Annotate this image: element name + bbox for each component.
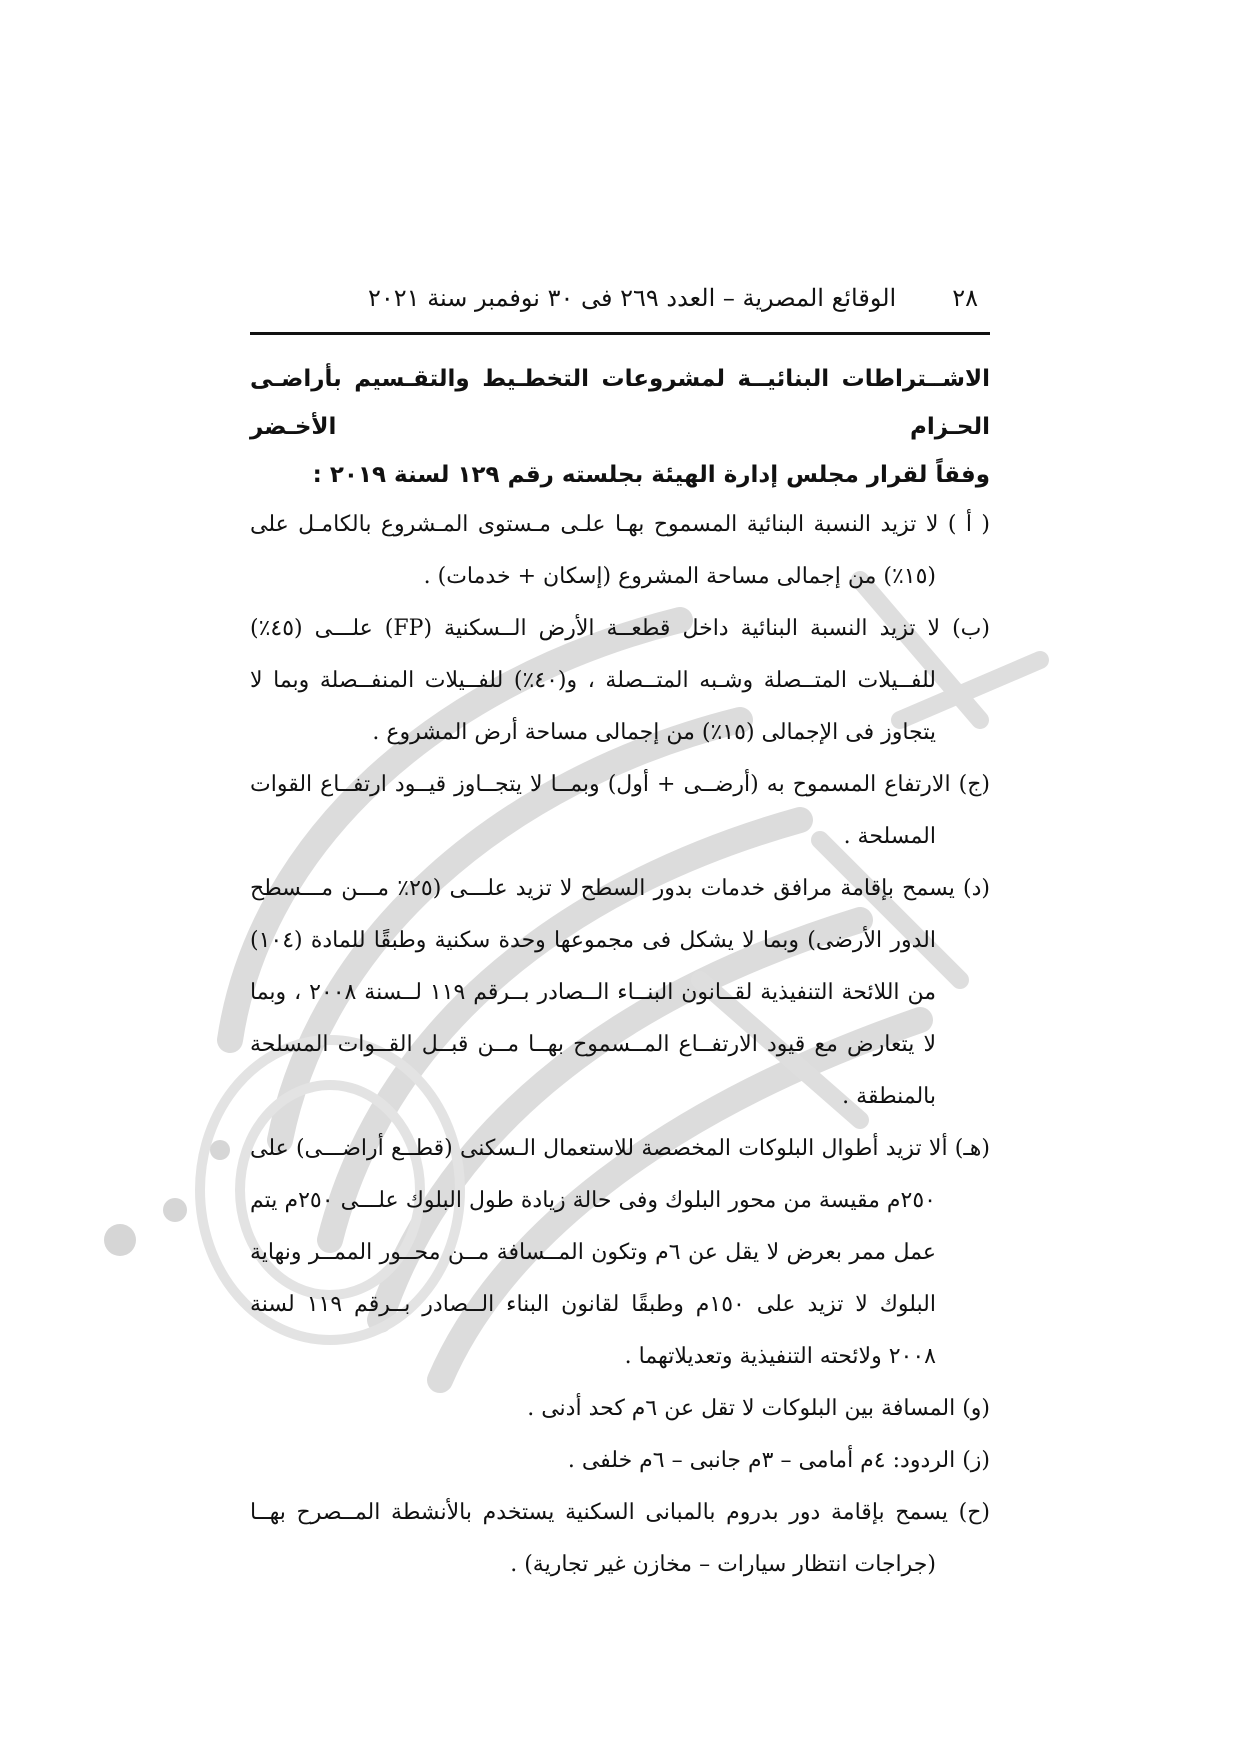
page-header: [250, 282, 990, 322]
clause-e: (هـ) ألا تزيد أطوال البلوكات المخصصة للاستعمال الـسكنى (قطــع أراضـــى) على ٢٥٠م مقيسة من محور البلوك وفى حالة زيادة طول البلوك علـــى ٢٥٠م يتم عمل ممر بعرض لا يقل عن ٦م وتكون المــسافة مــن محــور الممــر ونهاية البلوك لا تزيد على ١٥٠م وطبقًا لقانون البناء الــصادر بــرقم ١١٩ لسنة ٢٠٠٨ ولائحته التنفيذية وتعديلاتهما .: [250, 1136, 990, 1369]
document-body: [250, 355, 990, 1591]
clause-a: ( أ ) لا تزيد النسبة البنائية المسموح بهـا علـى مـستوى المـشروع بالكامـل على (١٥٪) من إجمالى مساحة المشروع (إسكان + خدمات) .: [250, 512, 990, 589]
section-title-continuation: وفقاً لقرار مجلس إدارة الهيئة بجلسته رقم ١٢٩ لسنة ٢٠١٩ :: [312, 462, 990, 488]
clause-b: (ب) لا تزيد النسبة البنائية داخل قطعــة الأرض الــسكنية (FP) علـــى (٤٥٪) للفــيلات المتــصلة وشـبه المتــصلة ، و(٤٠٪) للفــيلات المنفــصلة وبما لا يتجاوز فى الإجمالى (١٥٪) من إجمالى مساحة أرض المشروع .: [250, 616, 990, 745]
clause-f: (و) المسافة بين البلوكات لا تقل عن ٦م كحد أدنى .: [527, 1396, 990, 1421]
gazette-issue-line: الوقائع المصرية – العدد ٢٦٩ فى ٣٠ نوفمبر سنة ٢٠٢١: [368, 284, 897, 312]
section-title: الاشــتراطات البنائيــة لمشروعات التخطـيط والتقـسيم بأراضـى الحـزام الأخـضر: [250, 366, 990, 440]
clause-h: (ح) يسمح بإقامة دور بدروم بالمبانى السكنية يستخدم بالأنشطة المــصرح بهــا (جراجات انتظار سيارات – مخازن غير تجارية) .: [250, 1500, 991, 1577]
page-number: ٢٨: [952, 284, 978, 312]
clause-c: (ج) الارتفاع المسموح به (أرضــى + أول) وبمــا لا يتجــاوز قيــود ارتفــاع القوات المسلحة .: [250, 772, 990, 849]
header-divider: [250, 332, 990, 335]
clause-d: (د) يسمح بإقامة مرافق خدمات بدور السطح لا تزيد علـــى (٢٥٪ مـــن مـــسطح الدور الأرضى) وبما لا يشكل فى مجموعها وحدة سكنية وطبقًا للمادة (١٠٤) من اللائحة التنفيذية لقــانون البنــاء الــصادر بــرقم ١١٩ لــسنة ٢٠٠٨ ، وبما لا يتعارض مع قيود الارتفــاع المــسموح بهــا مــن قبــل القــوات المسلحة بالمنطقة .: [250, 876, 991, 1109]
clause-g: (ز) الردود: ٤م أمامى – ٣م جانبى – ٦م خلفى .: [567, 1448, 990, 1473]
